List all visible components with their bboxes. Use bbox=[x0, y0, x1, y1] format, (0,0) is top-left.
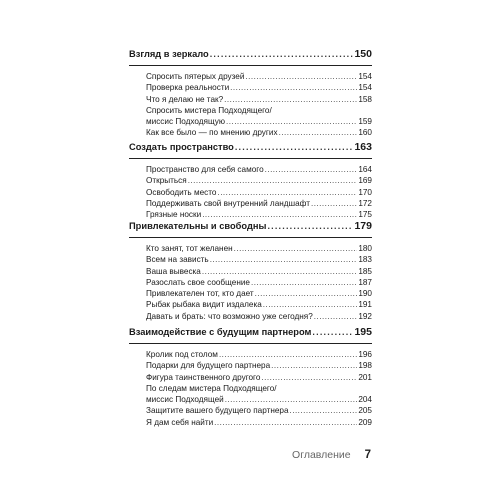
entry-title: Привлекателен тот, кто дает bbox=[146, 289, 254, 299]
toc-entry bbox=[129, 266, 372, 277]
toc-entry bbox=[129, 254, 372, 265]
dot-leader bbox=[255, 288, 358, 299]
dot-leader bbox=[217, 187, 357, 198]
entry-page: 190 bbox=[358, 289, 372, 299]
entry-title: Подарки для будущего партнера bbox=[146, 361, 271, 371]
toc-entry bbox=[129, 187, 372, 198]
section-heading bbox=[129, 46, 372, 62]
entry-page: 180 bbox=[358, 244, 372, 253]
toc-section bbox=[129, 324, 372, 428]
entry-title-line1: Спросить мистера Подходящего/ bbox=[146, 105, 272, 115]
page-footer bbox=[291, 449, 371, 463]
entry-page: 209 bbox=[358, 417, 372, 427]
entry-title: Освободить место bbox=[146, 187, 217, 197]
entry-page: 172 bbox=[358, 198, 372, 208]
toc-entry bbox=[129, 198, 372, 209]
entry-title: Спросить пятерых друзей bbox=[146, 72, 245, 81]
toc-entry bbox=[129, 372, 372, 383]
toc-entry bbox=[129, 360, 372, 371]
section-rule bbox=[129, 65, 372, 66]
toc-entry bbox=[129, 349, 372, 360]
section-heading bbox=[129, 218, 372, 234]
entry-title: Кто занят, тот желанен bbox=[146, 244, 233, 253]
entry-title: Рыбак рыбака видит издалека bbox=[146, 300, 262, 310]
entry-page: 187 bbox=[358, 277, 372, 287]
dot-leader bbox=[251, 277, 357, 288]
dot-leader bbox=[202, 266, 357, 277]
toc-entry bbox=[129, 277, 372, 288]
dot-leader bbox=[311, 198, 357, 209]
entry-page: 201 bbox=[358, 372, 372, 382]
dot-leader bbox=[245, 71, 357, 82]
section-rule bbox=[129, 158, 372, 159]
entry-page: 191 bbox=[358, 300, 372, 310]
toc-entry bbox=[129, 243, 372, 254]
dot-leader bbox=[230, 82, 357, 93]
dot-leader bbox=[188, 175, 358, 186]
entry-page: 154 bbox=[358, 83, 372, 93]
toc-entry bbox=[129, 383, 372, 406]
entry-title: Что я делаю не так? bbox=[146, 94, 224, 104]
section-title: Взгляд в зеркало bbox=[129, 49, 209, 59]
entry-title: миссис Подходящую bbox=[146, 117, 226, 127]
toc-entry bbox=[129, 299, 372, 310]
section-page: 163 bbox=[354, 141, 372, 153]
dot-leader bbox=[261, 372, 357, 383]
entry-title: Разослать свое сообщение bbox=[146, 277, 250, 287]
toc-section bbox=[129, 139, 372, 220]
entry-page: 198 bbox=[358, 361, 372, 371]
dot-leader bbox=[235, 139, 354, 155]
section-page: 179 bbox=[354, 220, 372, 232]
entry-title: миссис Подходящей bbox=[146, 395, 224, 405]
entry-title: Открыться bbox=[146, 176, 187, 186]
toc-entry bbox=[129, 94, 372, 105]
entry-page: 158 bbox=[358, 94, 372, 104]
section-heading bbox=[129, 324, 372, 340]
dot-leader bbox=[314, 311, 358, 322]
entry-title: Всем на зависть bbox=[146, 255, 209, 265]
section-page: 150 bbox=[354, 48, 372, 60]
toc-entry bbox=[129, 417, 372, 428]
footer-label: Оглавление bbox=[292, 449, 351, 461]
entry-page: 164 bbox=[358, 165, 372, 174]
dot-leader bbox=[279, 127, 358, 138]
toc-entry bbox=[129, 405, 372, 416]
dot-leader bbox=[271, 360, 357, 371]
entry-title: Пространство для себя самого bbox=[146, 165, 264, 174]
entry-title: Ваша вывеска bbox=[146, 266, 201, 276]
entry-page: 175 bbox=[358, 210, 372, 220]
entry-title-line1: По следам мистера Подходящего/ bbox=[146, 383, 277, 393]
section-rule bbox=[129, 237, 372, 238]
dot-leader bbox=[214, 417, 357, 428]
dot-leader bbox=[210, 254, 358, 265]
entry-page: 169 bbox=[358, 176, 372, 186]
section-title: Привлекательны и свободны bbox=[129, 221, 267, 231]
entry-title: Я дам себя найти bbox=[146, 417, 214, 427]
dot-leader bbox=[210, 46, 354, 62]
dot-leader bbox=[226, 116, 357, 127]
entry-title: Защитите вашего будущего партнера bbox=[146, 406, 289, 416]
section-page: 195 bbox=[354, 326, 372, 338]
entry-page: 154 bbox=[358, 72, 372, 81]
dot-leader bbox=[263, 299, 358, 310]
toc-entry bbox=[129, 127, 372, 138]
entry-page: 196 bbox=[358, 350, 372, 359]
entry-page: 204 bbox=[358, 395, 372, 405]
dot-leader bbox=[265, 164, 358, 175]
toc-entry bbox=[129, 311, 372, 322]
entry-title: Как все было — по мнению других bbox=[146, 128, 278, 138]
dot-leader bbox=[312, 324, 353, 340]
entry-title: Грязные носки bbox=[146, 210, 202, 220]
entry-page: 159 bbox=[358, 117, 372, 127]
toc-section bbox=[129, 46, 372, 139]
toc-entry bbox=[129, 175, 372, 186]
dot-leader bbox=[225, 394, 358, 405]
dot-leader bbox=[290, 405, 358, 416]
toc-entry bbox=[129, 164, 372, 175]
entry-page: 185 bbox=[358, 266, 372, 276]
toc-section bbox=[129, 218, 372, 322]
dot-leader bbox=[219, 349, 357, 360]
toc-entry bbox=[129, 288, 372, 299]
section-title: Создать пространство bbox=[129, 142, 234, 152]
section-rule bbox=[129, 343, 372, 344]
section-heading bbox=[129, 139, 372, 155]
toc-entry bbox=[129, 71, 372, 82]
entry-page: 183 bbox=[358, 255, 372, 265]
dot-leader bbox=[224, 94, 357, 105]
entry-page: 160 bbox=[358, 128, 372, 138]
entry-page: 170 bbox=[358, 187, 372, 197]
section-title: Взаимодействие с будущим партнером bbox=[129, 327, 312, 337]
entry-title: Давать и брать: что возможно уже сегодня? bbox=[146, 311, 313, 321]
toc-entry bbox=[129, 105, 372, 128]
entry-page: 205 bbox=[358, 406, 372, 416]
entry-title: Поддерживать свой внутренний ландшафт bbox=[146, 198, 310, 208]
dot-leader bbox=[267, 218, 353, 234]
entry-title: Фигура таинственного другого bbox=[146, 372, 261, 382]
entry-title: Проверка реальности bbox=[146, 83, 230, 93]
toc-entry bbox=[129, 82, 372, 93]
dot-leader bbox=[234, 243, 358, 254]
entry-title: Кролик под столом bbox=[146, 350, 218, 359]
page-number: 7 bbox=[364, 449, 371, 461]
entry-page: 192 bbox=[358, 311, 372, 321]
